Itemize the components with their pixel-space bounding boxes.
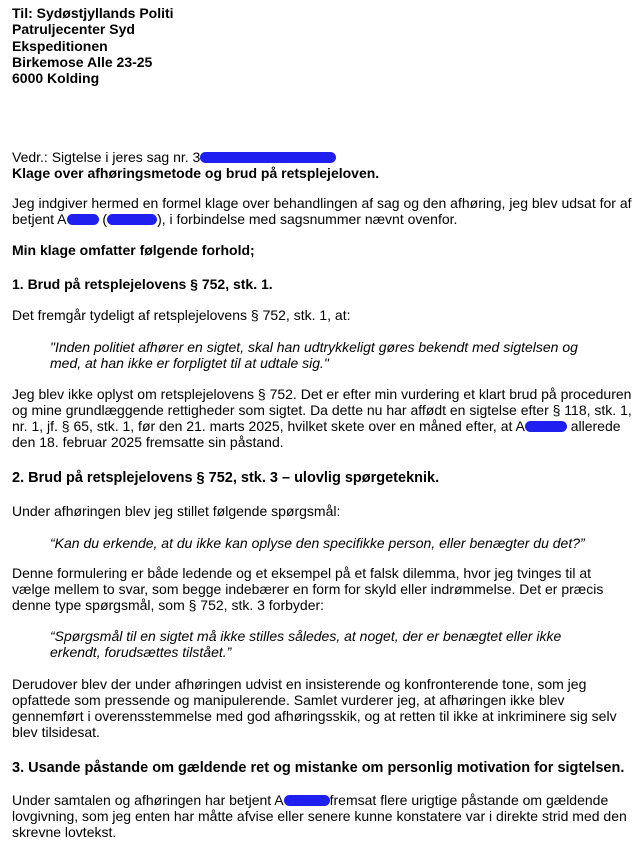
redaction-mark bbox=[284, 795, 330, 806]
section-1-quote: "Inden politiet afhører en sigtet, skal han udtrykkeligt gøres bekendt med sigtelsen og med, at han ikke er forpligtet til at udtale sig." bbox=[50, 339, 578, 371]
address-line: Patruljecenter Syd bbox=[12, 21, 135, 38]
complaint-heading: Min klage omfatter følgende forhold; bbox=[12, 242, 255, 258]
address-line: Ekspeditionen bbox=[12, 37, 108, 54]
intro-paragraph: Jeg indgiver hermed en formel klage over behandlingen af sag og den afhøring, jeg blev udsat for af betjent A ( ), i forbindelse med sagsnummer nævnt ovenfor. bbox=[12, 195, 632, 227]
redaction-mark bbox=[67, 214, 99, 225]
section-1-heading: 1. Brud på retsplejelovens § 752, stk. 1. bbox=[12, 276, 273, 292]
section-2-lead: Under afhøringen blev jeg stillet følgende spørgsmål: bbox=[12, 503, 341, 519]
case-reference bbox=[12, 149, 632, 165]
section-2-question: “Kan du erkende, at du ikke kan oplyse den specifikke person, eller benægter du det?” bbox=[50, 535, 585, 551]
recipient-address bbox=[12, 5, 174, 86]
subject-block bbox=[12, 149, 632, 181]
section-2-body-2: Derudover blev der under afhøringen udvist en insisterende og konfronterende tone, som jeg opfattede som pressende og manipulerende. Samlet vurderer jeg, at afhøringen ikke blev gennemført i overensstemmelse med god afhøringsskik, og at retten til ikke at inkriminere sig selv blev tilsidesat. bbox=[12, 676, 617, 740]
section-3-heading: 3. Usande påstande om gældende ret og mistanke om personlig motivation for sigtelsen. bbox=[12, 760, 625, 776]
redaction-mark bbox=[107, 214, 157, 225]
address-line: Til: Sydøstjyllands Politi bbox=[12, 5, 174, 21]
redaction-mark bbox=[525, 421, 567, 432]
address-line: 6000 Kolding bbox=[12, 70, 100, 87]
section-1-body: Jeg blev ikke oplyst om retsplejelovens § 752. Det er efter min vurdering et klart brud på proceduren og mine grundlæggende rettigheder som sigtet. Da dette nu har affødt en sigtelse efter § 118, stk. 1, nr. 1, jf. § 65, stk. 1, før den 21. marts 2025, hvilket skete over en måned efter, at A allerede den 18. februar 2025 fremsatte sin påstand. bbox=[12, 386, 632, 450]
section-2-body: Denne formulering er både ledende og et eksempel på et falsk dilemma, hvor jeg tvinges til at vælge mellem to svar, som begge indebærer en form for skyld eller indrømmelse. Det er præcis denne type spørgsmål, som § 752, stk. 3 forbyder: bbox=[12, 565, 604, 613]
section-1-lead: Det fremgår tydeligt af retsplejelovens § 752, stk. 1, at: bbox=[12, 307, 351, 323]
case-reference-text: Vedr.: Sigtelse i jeres sag nr. 3 bbox=[12, 149, 201, 165]
section-2-heading: 2. Brud på retsplejelovens § 752, stk. 3 – ulovlig spørgeteknik. bbox=[12, 470, 440, 486]
section-2-quote: “Spørgsmål til en sigtet må ikke stilles således, at noget, der er benægtet eller ikke erkendt, forudsættes tilstået.” bbox=[50, 628, 562, 660]
redaction-mark bbox=[200, 152, 336, 163]
address-line: Birkemose Alle 23-25 bbox=[12, 53, 153, 70]
section-3-body: Under samtalen og afhøringen har betjent A fremsat flere urigtige påstande om gældende lovgivning, som jeg enten har måtte afvise eller senere kunne konstatere var i direkte strid med den skrevne lovtekst. bbox=[12, 792, 627, 840]
subject-title: Klage over afhøringsmetode og brud på retsplejeloven. bbox=[12, 165, 380, 181]
